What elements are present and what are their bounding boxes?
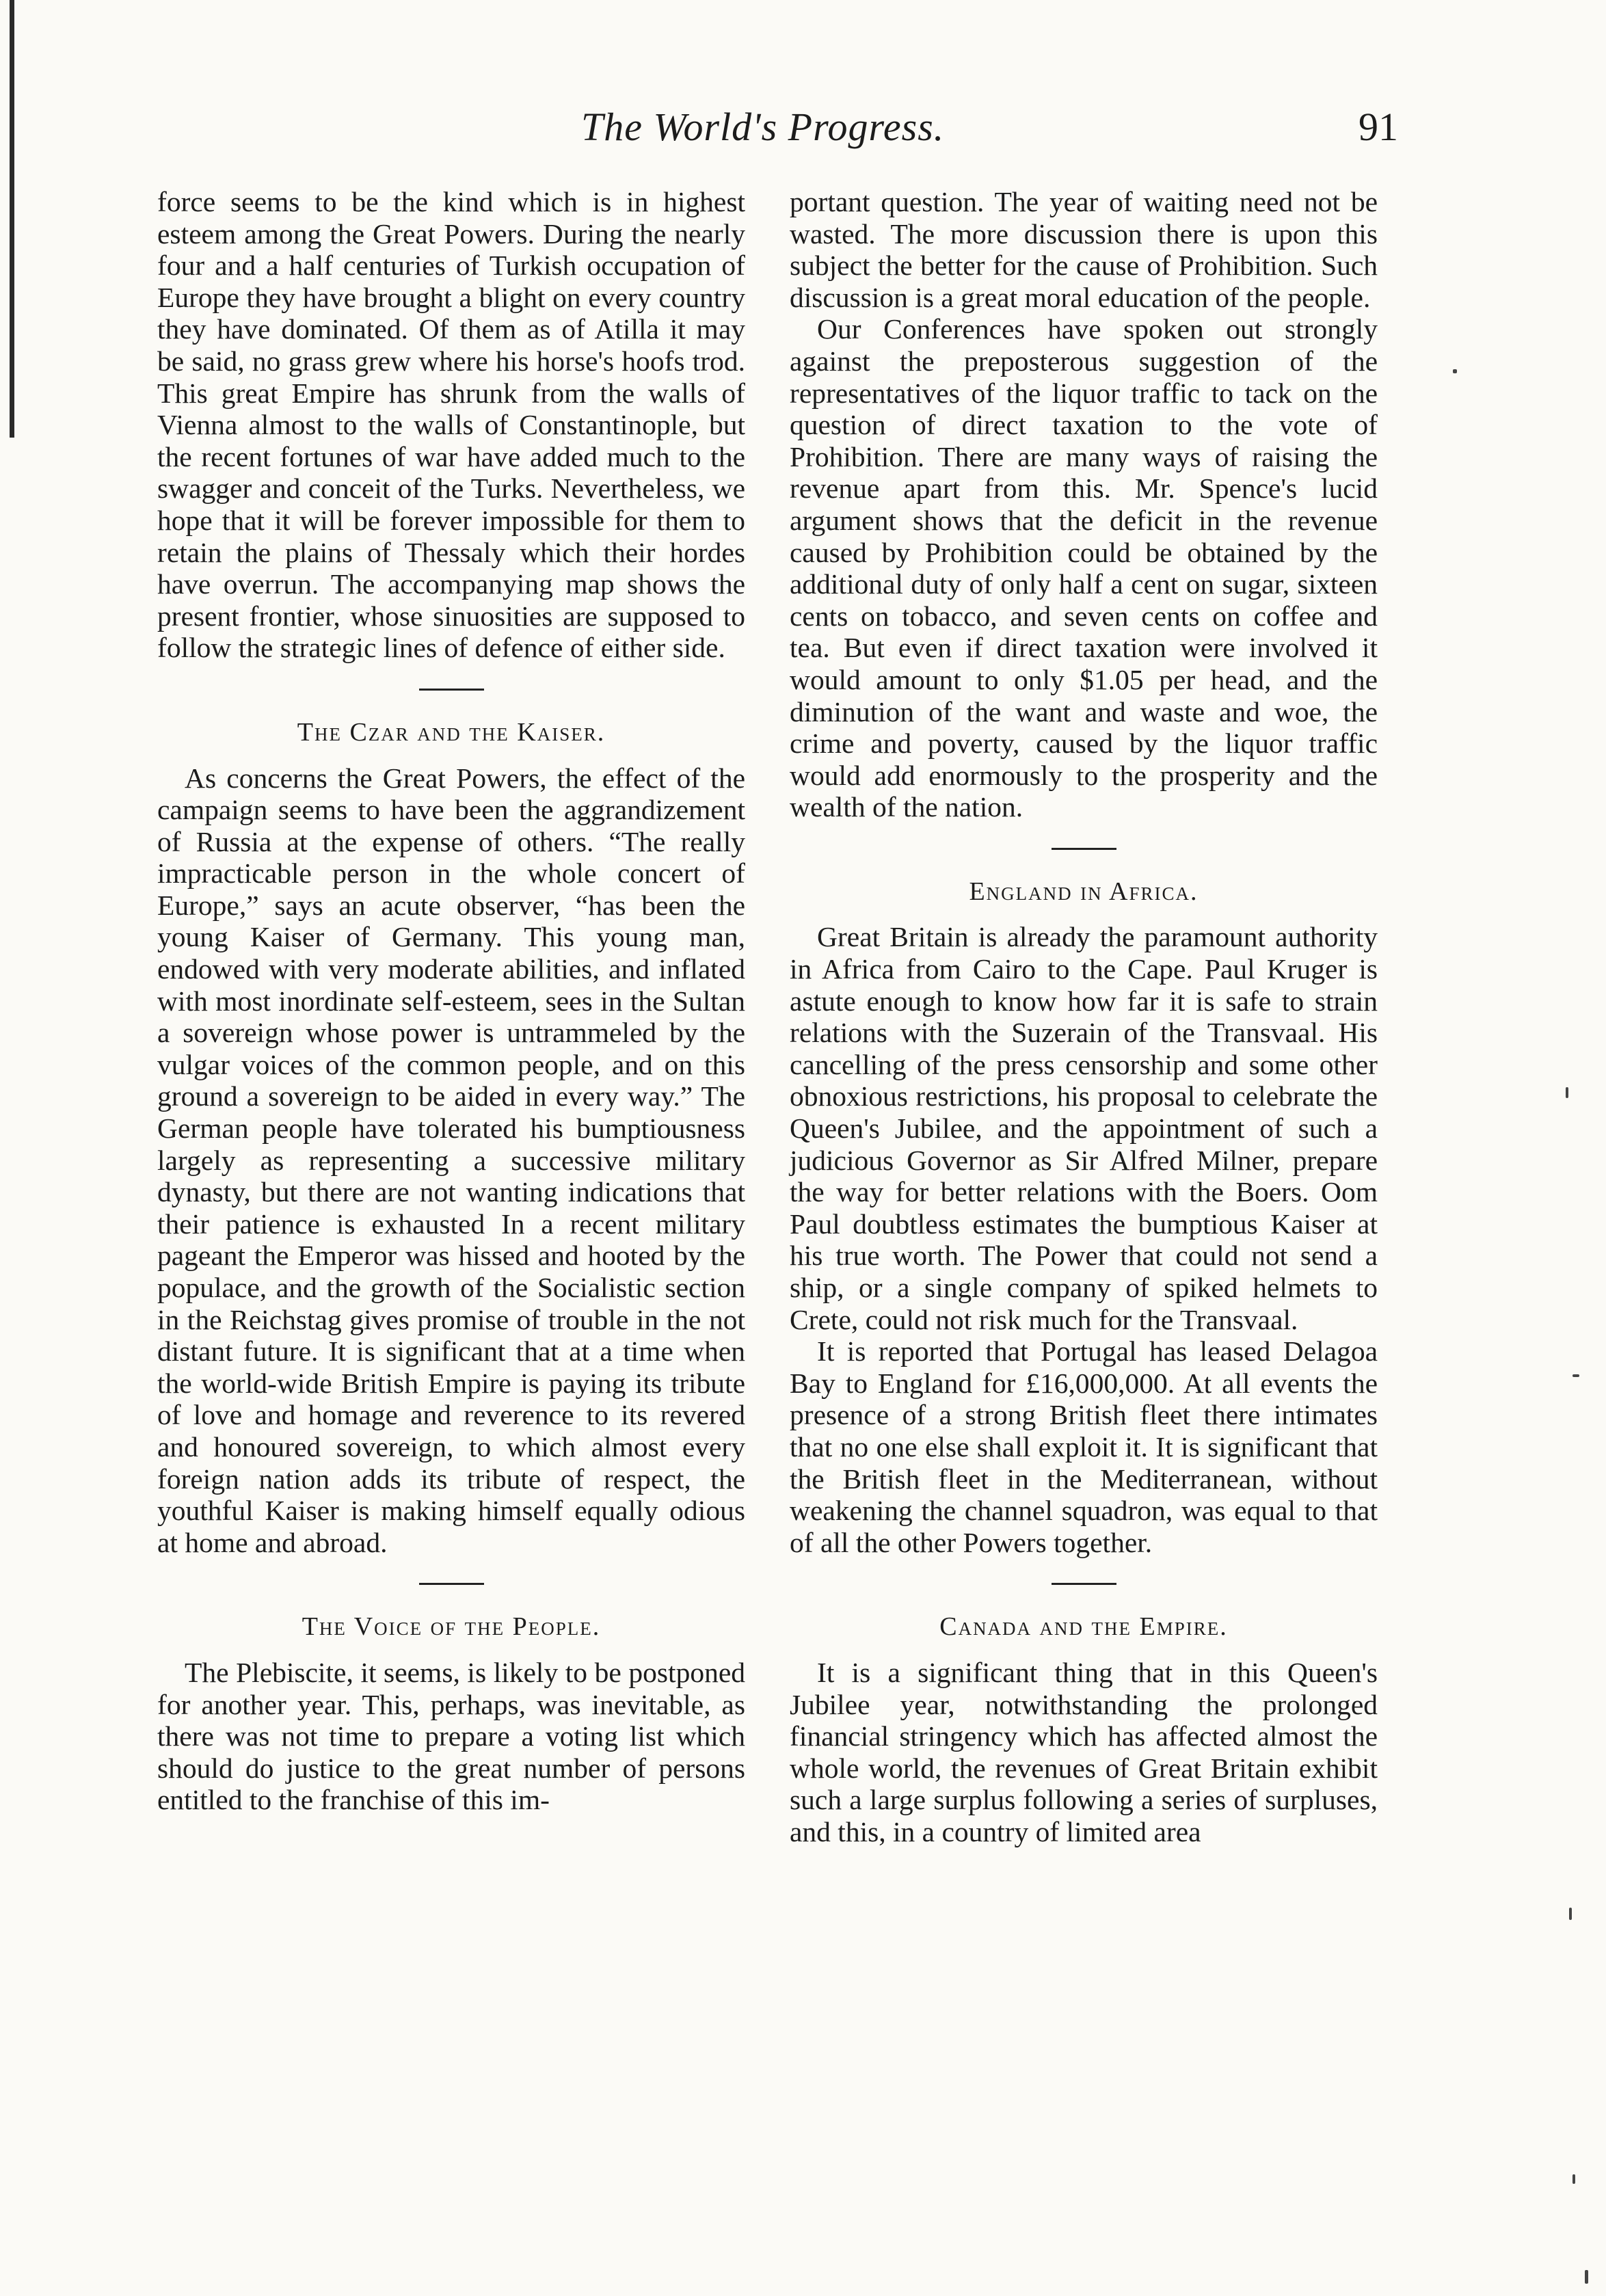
paragraph-canada-and-empire: It is a significant thing that in this Queen's Jubilee year, notwithstanding the prolonged financial stringency which has affected almost the whole world, the revenues of Great Britain exhibit such a large surplus following a series of surpluses, and this, in a country of limited area [790, 1656, 1378, 1847]
heading-england-in-africa: England in Africa. [969, 877, 1199, 906]
paragraph-czar-and-kaiser: As concerns the Great Powers, the effect of the campaign seems to have been the aggrandizement of Russia at the expense of others. “The really impracticable person in the whole concert of Europe,” says an acute observer, “has been the young Kaiser of Germany. This young man, endowed with very moderate abilities, and inflated with most inordinate self-esteem, sees in the Sultan a sovereign whose power is untrammeled by the vulgar voices of the common people, and on this ground a sovereign to be aided in every way.” The German people have tolerated his bumptiousness largely as representing a successive military dynasty, but there are not wanting indications that their patience is exhausted In a recent military pageant the Emperor was hissed and hooted by the populace, and the growth of the Socialistic section in the Reichstag gives promise of trouble in the not distant future. It is significant that at a time when the world-wide British Empire is paying its tribute of love and homage and reverence to its revered and honoured sovereign, to which almost every foreign nation adds its tribute of respect, the youthful Kaiser is making himself equally odious at home and abroad. [157, 762, 745, 1558]
running-title: The World's Progress. [581, 105, 945, 149]
heading-voice-of-people: The Voice of the People. [302, 1612, 601, 1642]
paragraph-england-in-africa: Great Britain is already the paramount authority in Africa from Cairo to the Cape. Paul Kruger is astute enough to know how far it is safe to strain relations with the Suzerain of the Transvaal. His cancelling of the press censorship and some other obnoxious restrictions, his proposal to celebrate the Queen's Jubilee, and the appointment of such a judicious Governor as Sir Alfred Milner, prepare the way for better relations with the Boers. Oom Paul doubtless estimates the bumptious Kaiser at his true worth. The Power that could not send a ship, or a single company of spiked helmets to Crete, could not risk much for the Transvaal. [790, 921, 1378, 1335]
scan-speck [1585, 2270, 1588, 2284]
section-divider [419, 689, 484, 691]
paragraph-portugal: It is reported that Portugal has leased Delagoa Bay to England for £16,000,000. At all events the presence of a strong British fleet there intimates that no one else shall exploit it. It is significant that the British fleet in the Mediterranean, without weakening the channel squadron, was equal to that of all the other Powers together. [790, 1335, 1378, 1558]
section-divider [419, 1583, 484, 1585]
heading-canada-and-empire: Canada and the Empire. [939, 1612, 1228, 1642]
right-column [790, 186, 1378, 1848]
section-divider [1052, 1583, 1116, 1585]
paragraph-turks: force seems to be the kind which is in highest esteem among the Great Powers. During the nearly four and a half centuries of Turkish occupation of Europe they have brought a blight on every country they have dominated. Of them as of Atilla it may be said, no grass grew where his horse's hoofs trod. This great Empire has shrunk from the walls of Vienna almost to the walls of Constantinople, but the recent fortunes of war have added much to the swagger and conceit of the Turks. Nevertheless, we hope that it will be forever impossible for them to retain the plains of Thessaly which their hordes have overrun. The accompanying map shows the present frontier, whose sinuosities are supposed to follow the strategic lines of defence of either side. [157, 186, 745, 664]
section-divider [1052, 848, 1116, 850]
page-header [157, 104, 1398, 159]
paragraph-voice-continued: portant question. The year of waiting need not be wasted. The more discussion there is upon this subject the better for the cause of Prohibition. Such discussion is a great moral education of the people. [790, 186, 1378, 313]
page-number: 91 [1359, 105, 1398, 149]
left-column [157, 186, 745, 1816]
scan-speck [1453, 369, 1457, 373]
scan-speck [1572, 2174, 1575, 2184]
scan-speck [1572, 1374, 1579, 1377]
scan-speck [1566, 1087, 1568, 1098]
heading-czar-and-kaiser: The Czar and the Kaiser. [297, 717, 606, 747]
scan-speck [1569, 1908, 1572, 1920]
page-binding-edge [10, 0, 14, 438]
paragraph-voice-of-people: The Plebiscite, it seems, is likely to be postponed for another year. This, perhaps, was inevitable, as there was not time to prepare a voting list which should do justice to the great number of persons entitled to the franchise of this im- [157, 1656, 745, 1816]
paragraph-conferences: Our Conferences have spoken out strongly against the preposterous suggestion of the representatives of the liquor traffic to tack on the question of direct taxation to the vote of Prohibition. There are many ways of raising the revenue apart from this. Mr. Spence's lucid argument shows that the deficit in the revenue caused by Prohibition could be obtained by the additional duty of only half a cent on sugar, sixteen cents on tobacco, and seven cents on coffee and tea. But even if direct taxation were involved it would amount to only $1.05 per head, and the diminution of the want and waste and woe, the crime and poverty, caused by the liquor traffic would add enormously to the prosperity and the wealth of the nation. [790, 313, 1378, 823]
